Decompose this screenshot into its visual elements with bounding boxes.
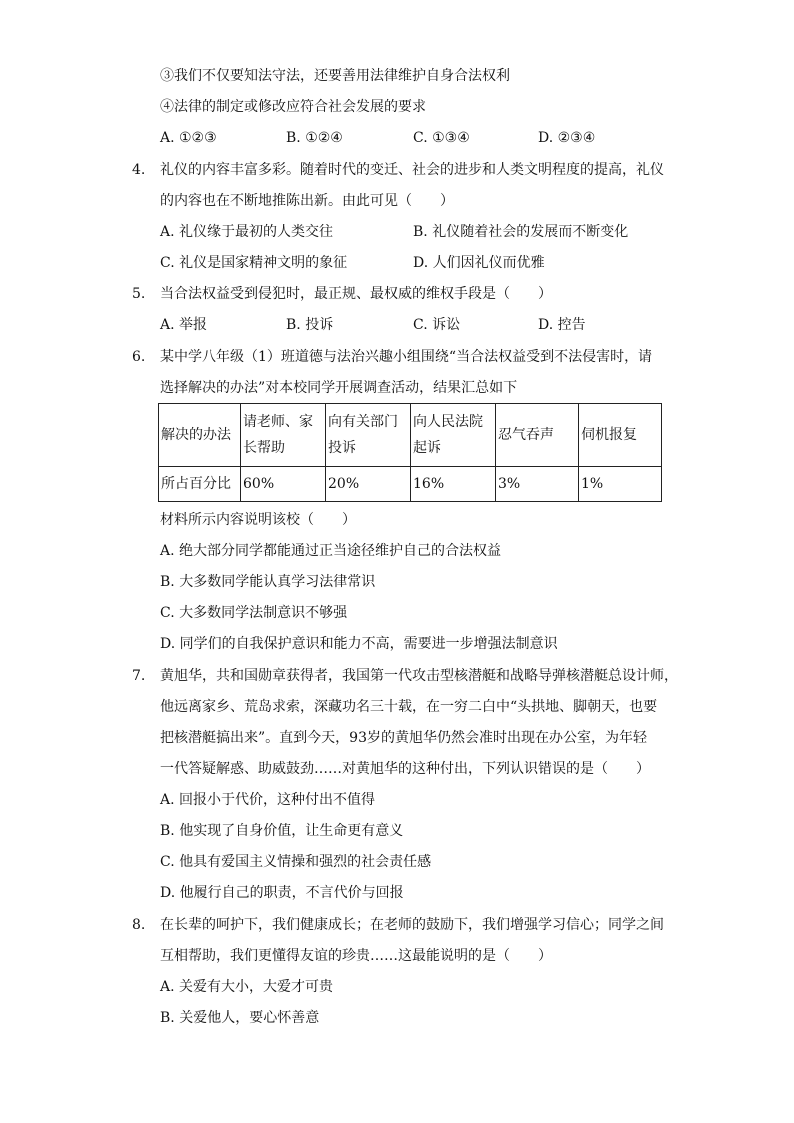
prev-option-b: B. ①②④: [286, 130, 343, 146]
question-6-prompt: 材料所示内容说明该校（ ）: [160, 512, 356, 528]
question-6-text-2: 选择解决的办法”对本校同学开展调查活动，结果汇总如下: [160, 380, 518, 396]
prev-option-c: C. ①③④: [413, 130, 470, 146]
question-7-number: 7.: [132, 668, 146, 684]
table-cell: 1%: [579, 467, 662, 502]
statement-3: ③我们不仅要知法守法，还要善用法律维护自身合法权利: [160, 68, 510, 84]
question-8-text-1: 在长辈的呵护下，我们健康成长；在老师的鼓励下，我们增强学习信心；同学之间: [160, 917, 664, 933]
table-cell: 伺机报复: [579, 404, 662, 467]
q5-option-c: C. 诉讼: [413, 317, 461, 333]
q7-option-b: B. 他实现了自身价值，让生命更有意义: [160, 823, 404, 839]
table-cell: 请老师、家长帮助: [241, 404, 326, 467]
q6-option-b: B. 大多数同学能认真学习法律常识: [160, 574, 376, 590]
q7-option-d: D. 他履行自己的职责，不言代价与回报: [160, 885, 404, 901]
q4-option-b: B. 礼仪随着社会的发展而不断变化: [413, 224, 629, 240]
q5-option-b: B. 投诉: [286, 317, 334, 333]
table-row: [159, 467, 662, 502]
table-cell: 向人民法院起诉: [411, 404, 496, 467]
table-row: [159, 404, 662, 467]
table-cell: 3%: [496, 467, 579, 502]
question-7-text-4: 一代答疑解惑、助威鼓劲……对黄旭华的这种付出，下列认识错误的是（ ）: [160, 761, 650, 777]
question-5-text: 当合法权益受到侵犯时，最正规、最权威的维权手段是（ ）: [160, 286, 552, 302]
q8-option-a: A. 关爱有大小，大爱才可贵: [160, 979, 334, 995]
q5-option-d: D. 控告: [538, 317, 586, 333]
question-5-number: 5.: [132, 286, 146, 302]
survey-table: [158, 403, 662, 502]
q7-option-a: A. 回报小于代价，这种付出不值得: [160, 792, 376, 808]
statement-4: ④法律的制定或修改应符合社会发展的要求: [160, 99, 426, 115]
question-8-text-2: 互相帮助，我们更懂得友谊的珍贵……这最能说明的是（ ）: [160, 948, 552, 964]
prev-option-d: D. ②③④: [538, 130, 596, 146]
q4-option-d: D. 人们因礼仪而优雅: [413, 255, 545, 271]
prev-option-a: A. ①②③: [160, 130, 217, 146]
table-cell: 解决的办法: [159, 404, 241, 467]
q6-option-a: A. 绝大部分同学都能通过正当途径维护自己的合法权益: [160, 543, 502, 559]
question-7-text-1: 黄旭华，共和国勋章获得者，我国第一代攻击型核潜艇和战略导弹核潜艇总设计师，: [160, 668, 678, 684]
question-6-text-1: 某中学八年级（1）班道德与法治兴趣小组围绕“当合法权益受到不法侵害时，请: [160, 349, 653, 365]
q5-option-a: A. 举报: [160, 317, 208, 333]
question-7-text-2: 他远离家乡、荒岛求索，深藏功名三十载，在一穷二白中“头拱地、脚朝天，也要: [160, 699, 658, 715]
table-cell: 60%: [241, 467, 326, 502]
q6-option-c: C. 大多数同学法制意识不够强: [160, 605, 348, 621]
q7-option-c: C. 他具有爱国主义情操和强烈的社会责任感: [160, 854, 432, 870]
table-cell: 向有关部门投诉: [326, 404, 411, 467]
question-7-text-3: 把核潜艇搞出来”。直到今天，93岁的黄旭华仍然会准时出现在办公室，为年轻: [160, 730, 647, 746]
question-6-number: 6.: [132, 349, 146, 365]
question-8-number: 8.: [132, 917, 146, 933]
table-cell: 16%: [411, 467, 496, 502]
question-4-text-2: 的内容也在不断地推陈出新。由此可见（ ）: [160, 193, 454, 209]
table-cell: 忍气吞声: [496, 404, 579, 467]
q4-option-a: A. 礼仪缘于最初的人类交往: [160, 224, 334, 240]
q4-option-c: C. 礼仪是国家精神文明的象征: [160, 255, 348, 271]
table-cell: 所占百分比: [159, 467, 241, 502]
q6-option-d: D. 同学们的自我保护意识和能力不高，需要进一步增强法制意识: [160, 636, 558, 652]
table-cell: 20%: [326, 467, 411, 502]
question-4-text-1: 礼仪的内容丰富多彩。随着时代的变迁、社会的进步和人类文明程度的提高，礼仪: [160, 162, 664, 178]
question-4-number: 4.: [132, 162, 146, 178]
q8-option-b: B. 关爱他人，要心怀善意: [160, 1010, 320, 1026]
